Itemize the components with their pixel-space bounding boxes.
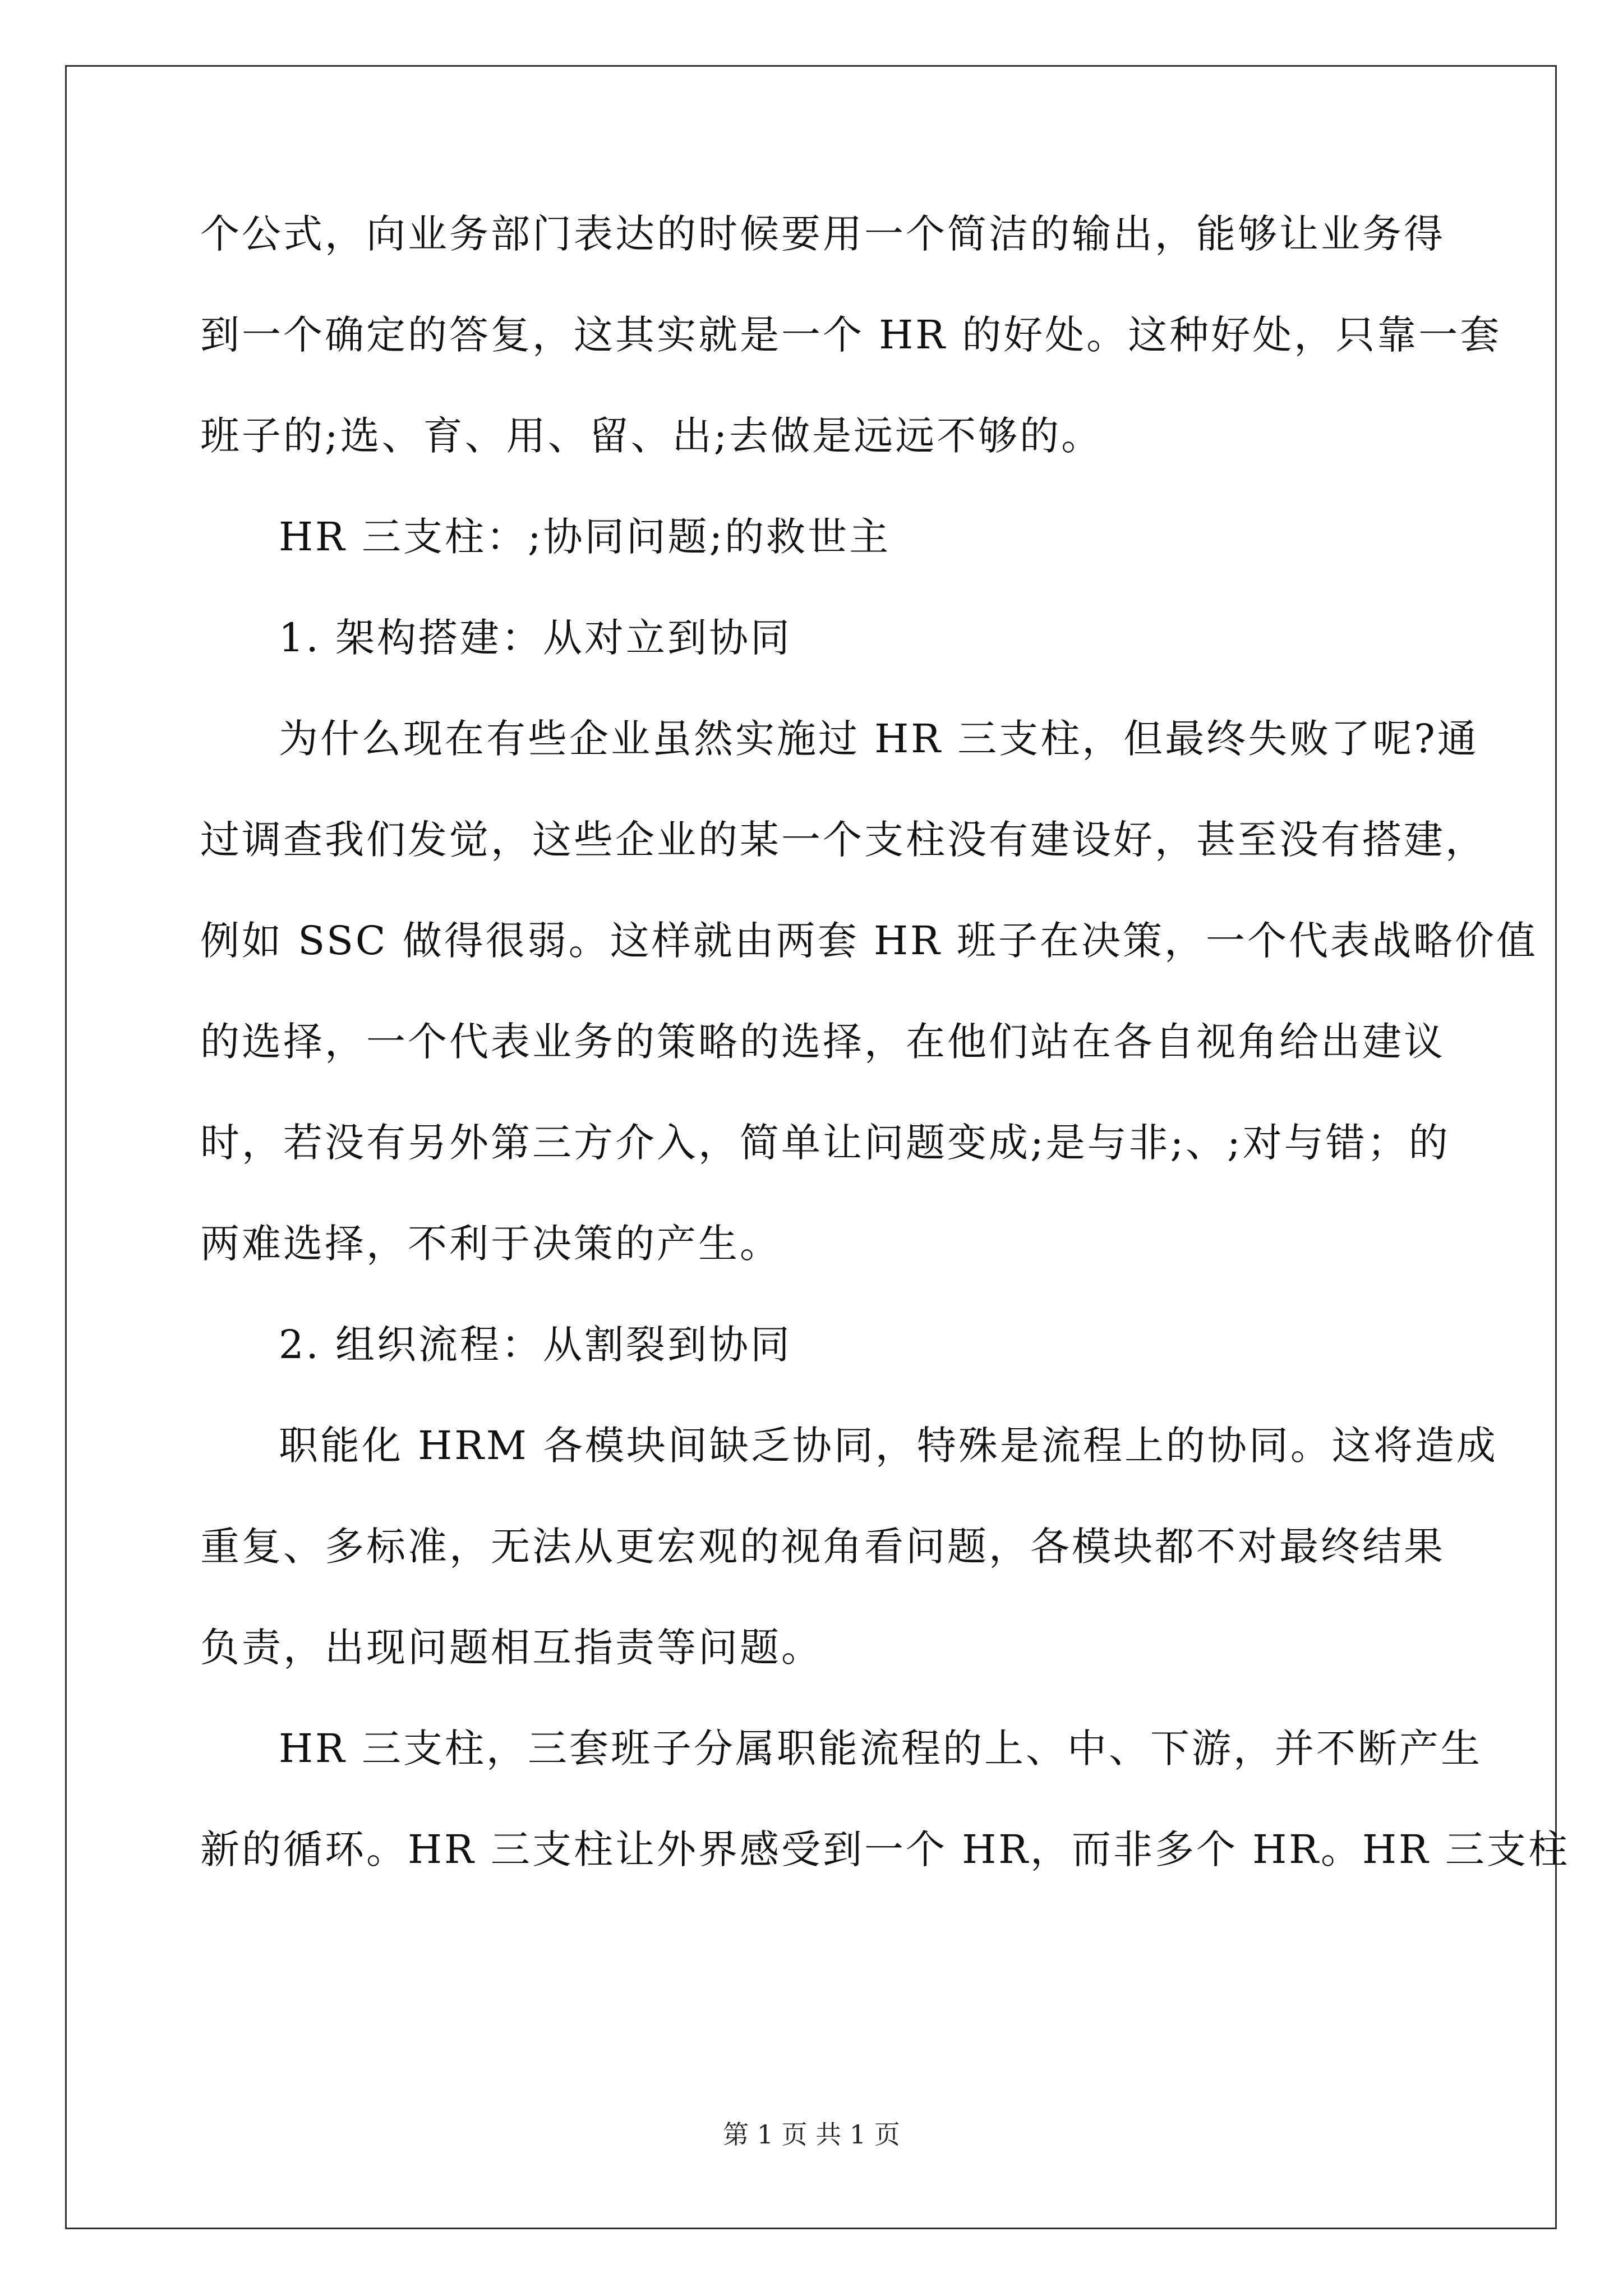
page-footer: 第 1 页 共 1 页 [723, 2119, 900, 2150]
text-line: 的选择，一个代表业务的策略的选择，在他们站在各自视角给出建议 [200, 1019, 1445, 1065]
text-line: 为什么现在有些企业虽然实施过 HR 三支柱，但最终失败了呢?通 [279, 716, 1479, 762]
text-line: HR 三支柱，三套班子分属职能流程的上、中、下游，并不断产生 [279, 1726, 1482, 1772]
text-line: 两难选择，不利于决策的产生。 [200, 1221, 781, 1267]
text-line: 班子的;选、育、用、留、出;去做是远远不够的。 [200, 413, 1103, 459]
text-line: 时，若没有另外第三方介入，简单让问题变成;是与非;、;对与错；的 [200, 1120, 1450, 1166]
text-line: 职能化 HRM 各模块间缺乏协同，特殊是流程上的协同。这将造成 [279, 1423, 1498, 1469]
text-line: 个公式，向业务部门表达的时候要用一个简洁的输出，能够让业务得 [200, 211, 1445, 257]
text-line: 过调查我们发觉，这些企业的某一个支柱没有建设好，甚至没有搭建， [200, 817, 1487, 863]
subsection-heading: 1. 架构搭建：从对立到协同 [279, 615, 792, 661]
text-line: 到一个确定的答复，这其实就是一个 HR 的好处。这种好处，只靠一套 [200, 312, 1502, 358]
subsection-heading: 2. 组织流程：从割裂到协同 [279, 1322, 792, 1368]
text-line: 负责，出现问题相互指责等问题。 [200, 1625, 823, 1671]
section-heading: HR 三支柱：;协同问题;的救世主 [279, 514, 891, 560]
text-line: 例如 SSC 做得很弱。这样就由两套 HR 班子在决策，一个代表战略价值 [200, 918, 1538, 964]
text-line: 新的循环。HR 三支柱让外界感受到一个 HR，而非多个 HR。HR 三支柱 [200, 1826, 1570, 1872]
text-line: 重复、多标准，无法从更宏观的视角看问题，各模块都不对最终结果 [200, 1524, 1445, 1570]
